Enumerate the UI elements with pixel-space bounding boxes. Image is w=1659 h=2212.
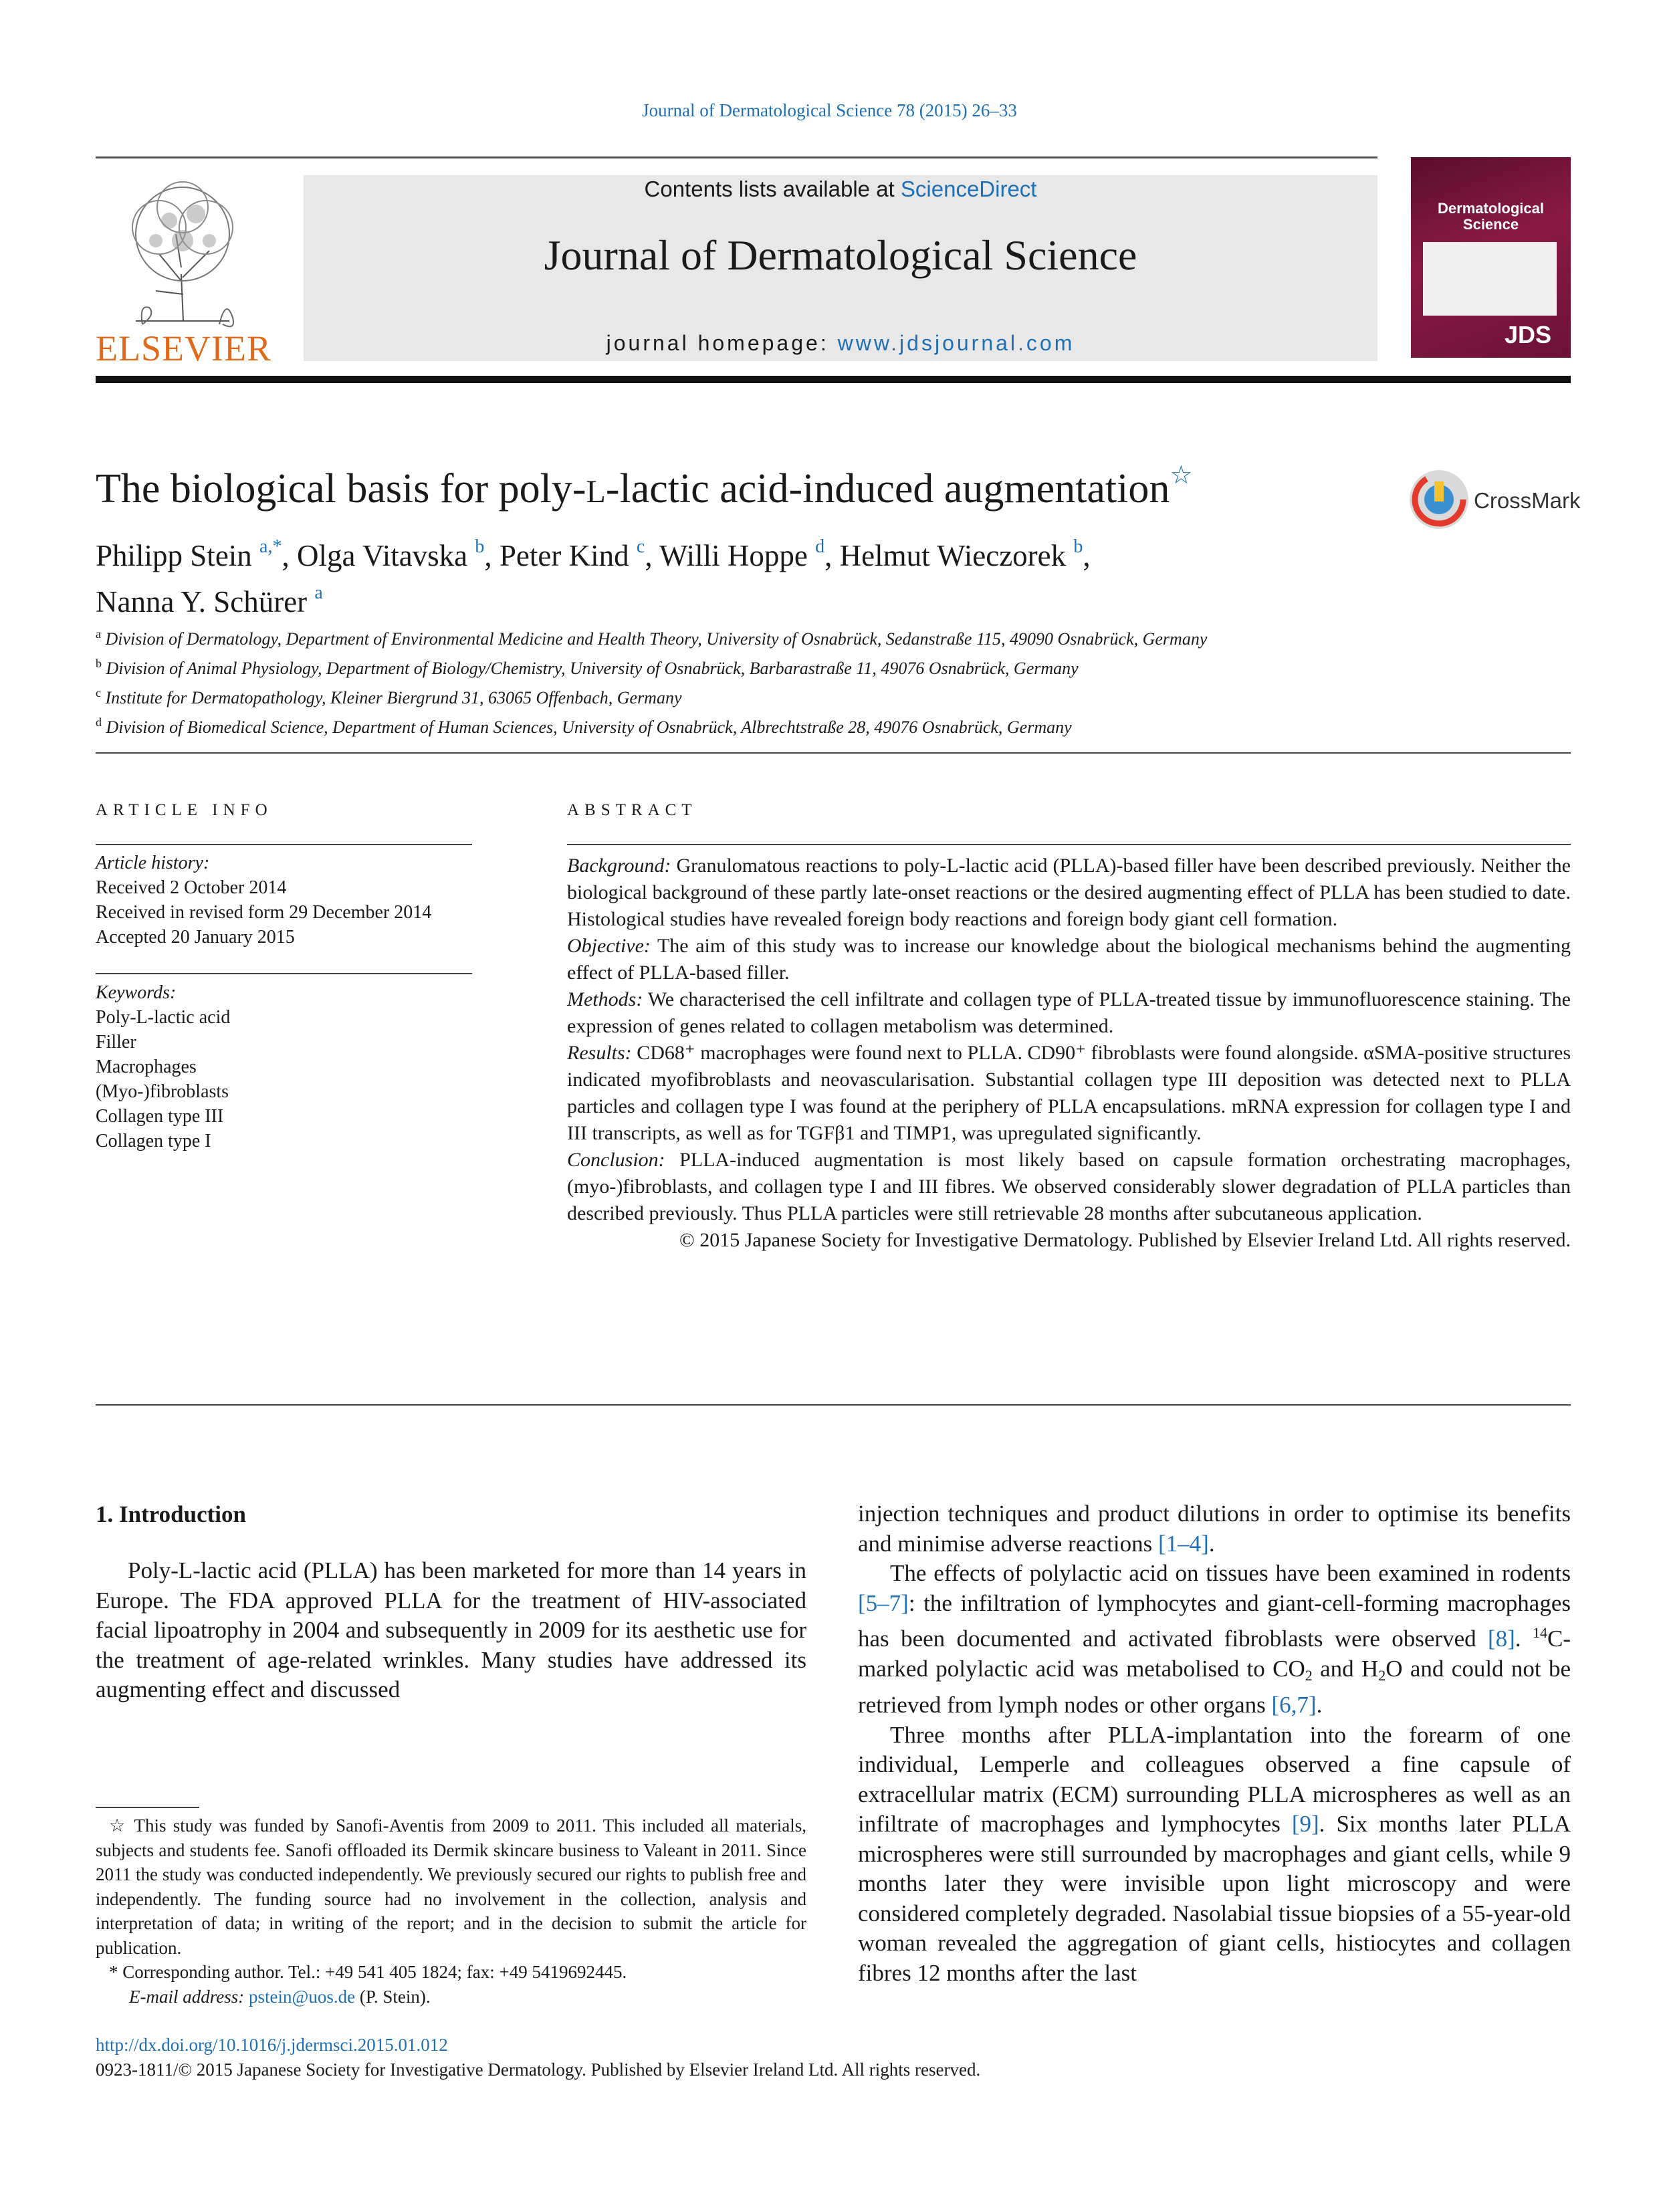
header-top-rule — [96, 156, 1377, 158]
sciencedirect-link[interactable]: ScienceDirect — [900, 177, 1037, 201]
affiliation: $^a$ Division of Dermatology, Department of Environmental Medicine and Health Theory, University of Osnabrück, Sedanstraße 115, 49090 Osnabrück, Germany — [96, 627, 1208, 649]
contents-line — [304, 177, 1377, 202]
article-info-rule — [96, 844, 472, 845]
footnotes — [96, 1813, 806, 2009]
author: Philipp Stein $^{a,*}$ — [96, 536, 282, 572]
journal-reference[interactable]: Journal of Dermatological Science 78 (2015) 26–33 — [642, 100, 1017, 120]
author: Helmut Wieczorek $^b$ — [839, 536, 1083, 572]
article-info-heading: ARTICLE INFO — [96, 801, 273, 819]
author: Peter Kind $^c$ — [499, 536, 645, 572]
email-footnote: E-mail address: pstein@uos.de (P. Stein). — [129, 1986, 431, 2007]
cover-title: Dermatological Science — [1438, 200, 1544, 233]
abstract-methods: Methods: We characterised the cell infiltrate and collagen type of PLLA-treated tissue by immunofluorescence staining. The expression of genes related to collagen metabolism was determined. — [567, 988, 1571, 1037]
title-footnote-star[interactable]: ☆ — [1170, 461, 1193, 489]
paragraph: Poly-L-lactic acid (PLLA) has been marketed for more than 14 years in Europe. The FDA approved PLLA for the treatment of HIV-associated facial lipoatrophy in 2004 and subsequently in 2009 for its aesthetic use for the treatment of age-related wrinkles. Many studies have addressed its augmenting effect and discussed — [96, 1557, 806, 1702]
crossmark-label[interactable]: CrossMark — [1474, 488, 1581, 513]
journal-homepage — [304, 331, 1377, 356]
affiliation: $^d$ Division of Biomedical Science, Department of Human Sciences, University of Osnabrück, Albrechtstraße 28, 49076 Osnabrück, Germany — [96, 715, 1072, 737]
keywords — [96, 980, 230, 1153]
abstract-heading: ABSTRACT — [567, 801, 697, 819]
section-rule — [96, 1404, 1571, 1406]
keyword: Collagen type III — [96, 1106, 224, 1127]
abstract-background: Background: Granulomatous reactions to poly-L-lactic acid (PLLA)-based filler have been described previously. Neither the biological background of these partly late-onset reactions or the desired augmenting effect of PLLA has been studied to date. Histological studies have revealed foreign body reactions and foreign body giant cell formation. — [567, 855, 1571, 930]
article-history — [96, 851, 431, 950]
citation-link[interactable]: [8] — [1488, 1626, 1515, 1652]
author-list: Philipp Stein $^{a,*}$, Olga Vitavska $^b$, Peter Kind $^c$, Willi Hoppe $^d$, Helmut Wieczorek $^b$, Nanna Y. Schürer $^a$ — [96, 536, 1091, 619]
author: Olga Vitavska $^b$ — [296, 536, 485, 572]
paragraph: injection techniques and product dilutions in order to optimise its benefits and minimise adverse reactions [1–4]. — [858, 1501, 1571, 1557]
email-link[interactable]: pstein@uos.de — [248, 1986, 356, 2007]
author: Nanna Y. Schürer $^a$ — [96, 582, 323, 619]
issn-copyright: 0923-1811/© 2015 Japanese Society for Investigative Dermatology. Published by Elsevier Ireland Ltd. All rights reserved. — [96, 2060, 981, 2080]
citation-link[interactable]: [1–4] — [1158, 1530, 1209, 1557]
keywords-rule — [96, 973, 472, 974]
keyword: Macrophages — [96, 1057, 197, 1077]
footnote-rule — [96, 1807, 199, 1808]
journal-title: Journal of Dermatological Science — [544, 231, 1137, 279]
keyword: Collagen type I — [96, 1131, 211, 1151]
keyword: Poly-L-lactic acid — [96, 1007, 231, 1028]
left-column — [96, 1556, 806, 1705]
keyword: (Myo-)fibroblasts — [96, 1081, 229, 1102]
citation-link[interactable]: [5–7] — [858, 1589, 909, 1616]
right-column — [858, 1499, 1571, 1988]
paragraph: Three months after PLLA-implantation into the forearm of one individual, Lemperle and colleagues observed a fine capsule of extracellular matrix (ECM) surrounding PLLA microspheres as well as an infiltrate of macrophages and lymphocytes [9]. Six months later PLLA microspheres were still surrounded by macrophages and giant cells, while 9 months later they were invisible upon light microscopy and were considered completely degraded. Nasolabial tissue biopsies of a 55-year-old woman revealed the aggregation of giant cells, histiocytes and collagen fibres 12 months after the last — [858, 1721, 1571, 1986]
header-thick-rule — [96, 376, 1571, 383]
homepage-prefix: journal homepage: — [606, 331, 838, 355]
keywords-label: Keywords: — [96, 982, 177, 1003]
affiliations — [96, 622, 1567, 740]
corresponding-footnote: * Corresponding author. Tel.: +49 541 405 1824; fax: +49 5419692445. — [109, 1962, 627, 1982]
history-label: Article history: — [96, 853, 210, 873]
paragraph: The effects of polylactic acid on tissues have been examined in rodents [5–7]: the infiltration of lymphocytes and giant-cell-forming macrophages has been documented and activated fibroblasts were observed [8]. $^{14}$C-marked polylactic acid was metabolised to $CO_2$ and $H_2O$ and could not be retrieved from lymph nodes or other organs [6,7]. — [858, 1560, 1571, 1718]
doi-link[interactable]: http://dx.doi.org/10.1016/j.jdermsci.2015.01.012 — [96, 2035, 448, 2055]
author: Willi Hoppe $^d$ — [659, 536, 825, 572]
accepted-date: Accepted 20 January 2015 — [96, 927, 295, 948]
abstract-body — [567, 853, 1571, 1254]
abstract-copyright: © 2015 Japanese Society for Investigative Dermatology. Published by Elsevier Ireland Ltd. All rights reserved. — [679, 1229, 1571, 1251]
homepage-link[interactable]: www.jdsjournal.com — [837, 331, 1075, 355]
funding-footnote: ☆ This study was funded by Sanofi-Aventis from 2009 to 2011. This included all materials, subjects and students fee. Sanofi offloaded its Dermik skincare business to Valeant in 2011. Since 2011 the study was conducted independently. We previously secured our rights to publish free and independently. The funding source had no involvement in the collection, analysis and interpretation of data; in writing of the report; and in the decision to submit the article for publication. — [96, 1815, 806, 1958]
contents-prefix: Contents lists available at — [644, 177, 901, 201]
affiliation: $^c$ Institute for Dermatopathology, Kleiner Biergrund 31, 63065 Offenbach, Germany — [96, 686, 682, 707]
received-date: Received 2 October 2014 — [96, 877, 287, 898]
cover-badge: JDS — [1505, 321, 1552, 348]
abstract-conclusion: Conclusion: PLLA-induced augmentation is most likely based on capsule formation orchestrating macrophages, (myo-)fibroblasts, and collagen type I and III fibres. We observed considerably slower degradation of PLLA particles than described previously. Thus PLLA particles were still retrievable 28 months after subcutaneous application. — [567, 1149, 1571, 1224]
abstract-results: Results: CD68⁺ macrophages were found next to PLLA. CD90⁺ fibroblasts were found alongside. αSMA-positive structures indicated myofibroblasts and neovascularisation. Substantial collagen type III deposition was detected next to PLLA particles and collagen type I was found at the periphery of PLLA encapsulations. mRNA expression for collagen type I and III transcripts, as well as for TGFβ1 and TIMP1, was upregulated significantly. — [567, 1042, 1571, 1144]
section-heading: 1. Introduction — [96, 1501, 246, 1527]
section-rule — [96, 752, 1571, 754]
abstract-rule — [567, 844, 1571, 845]
affiliation: $^b$ Division of Animal Physiology, Department of Biology/Chemistry, University of Osnabrück, Barbarastraße 11, 49076 Osnabrück, Germany — [96, 657, 1079, 678]
publisher-logo: ELSEVIER — [96, 328, 271, 368]
abstract-objective: Objective: The aim of this study was to increase our knowledge about the biological mechanisms behind the augmenting effect of PLLA-based filler. — [567, 935, 1571, 984]
citation-link[interactable]: [6,7] — [1271, 1692, 1317, 1718]
crossmark-icon[interactable] — [1408, 468, 1471, 532]
citation-link[interactable]: [9] — [1291, 1811, 1319, 1837]
cover-figure-panel — [1423, 242, 1557, 316]
keyword: Filler — [96, 1032, 136, 1053]
article-title: The biological basis for poly-L-lactic acid-induced augmentation☆ — [96, 461, 1193, 512]
revised-date: Received in revised form 29 December 2014 — [96, 902, 432, 923]
